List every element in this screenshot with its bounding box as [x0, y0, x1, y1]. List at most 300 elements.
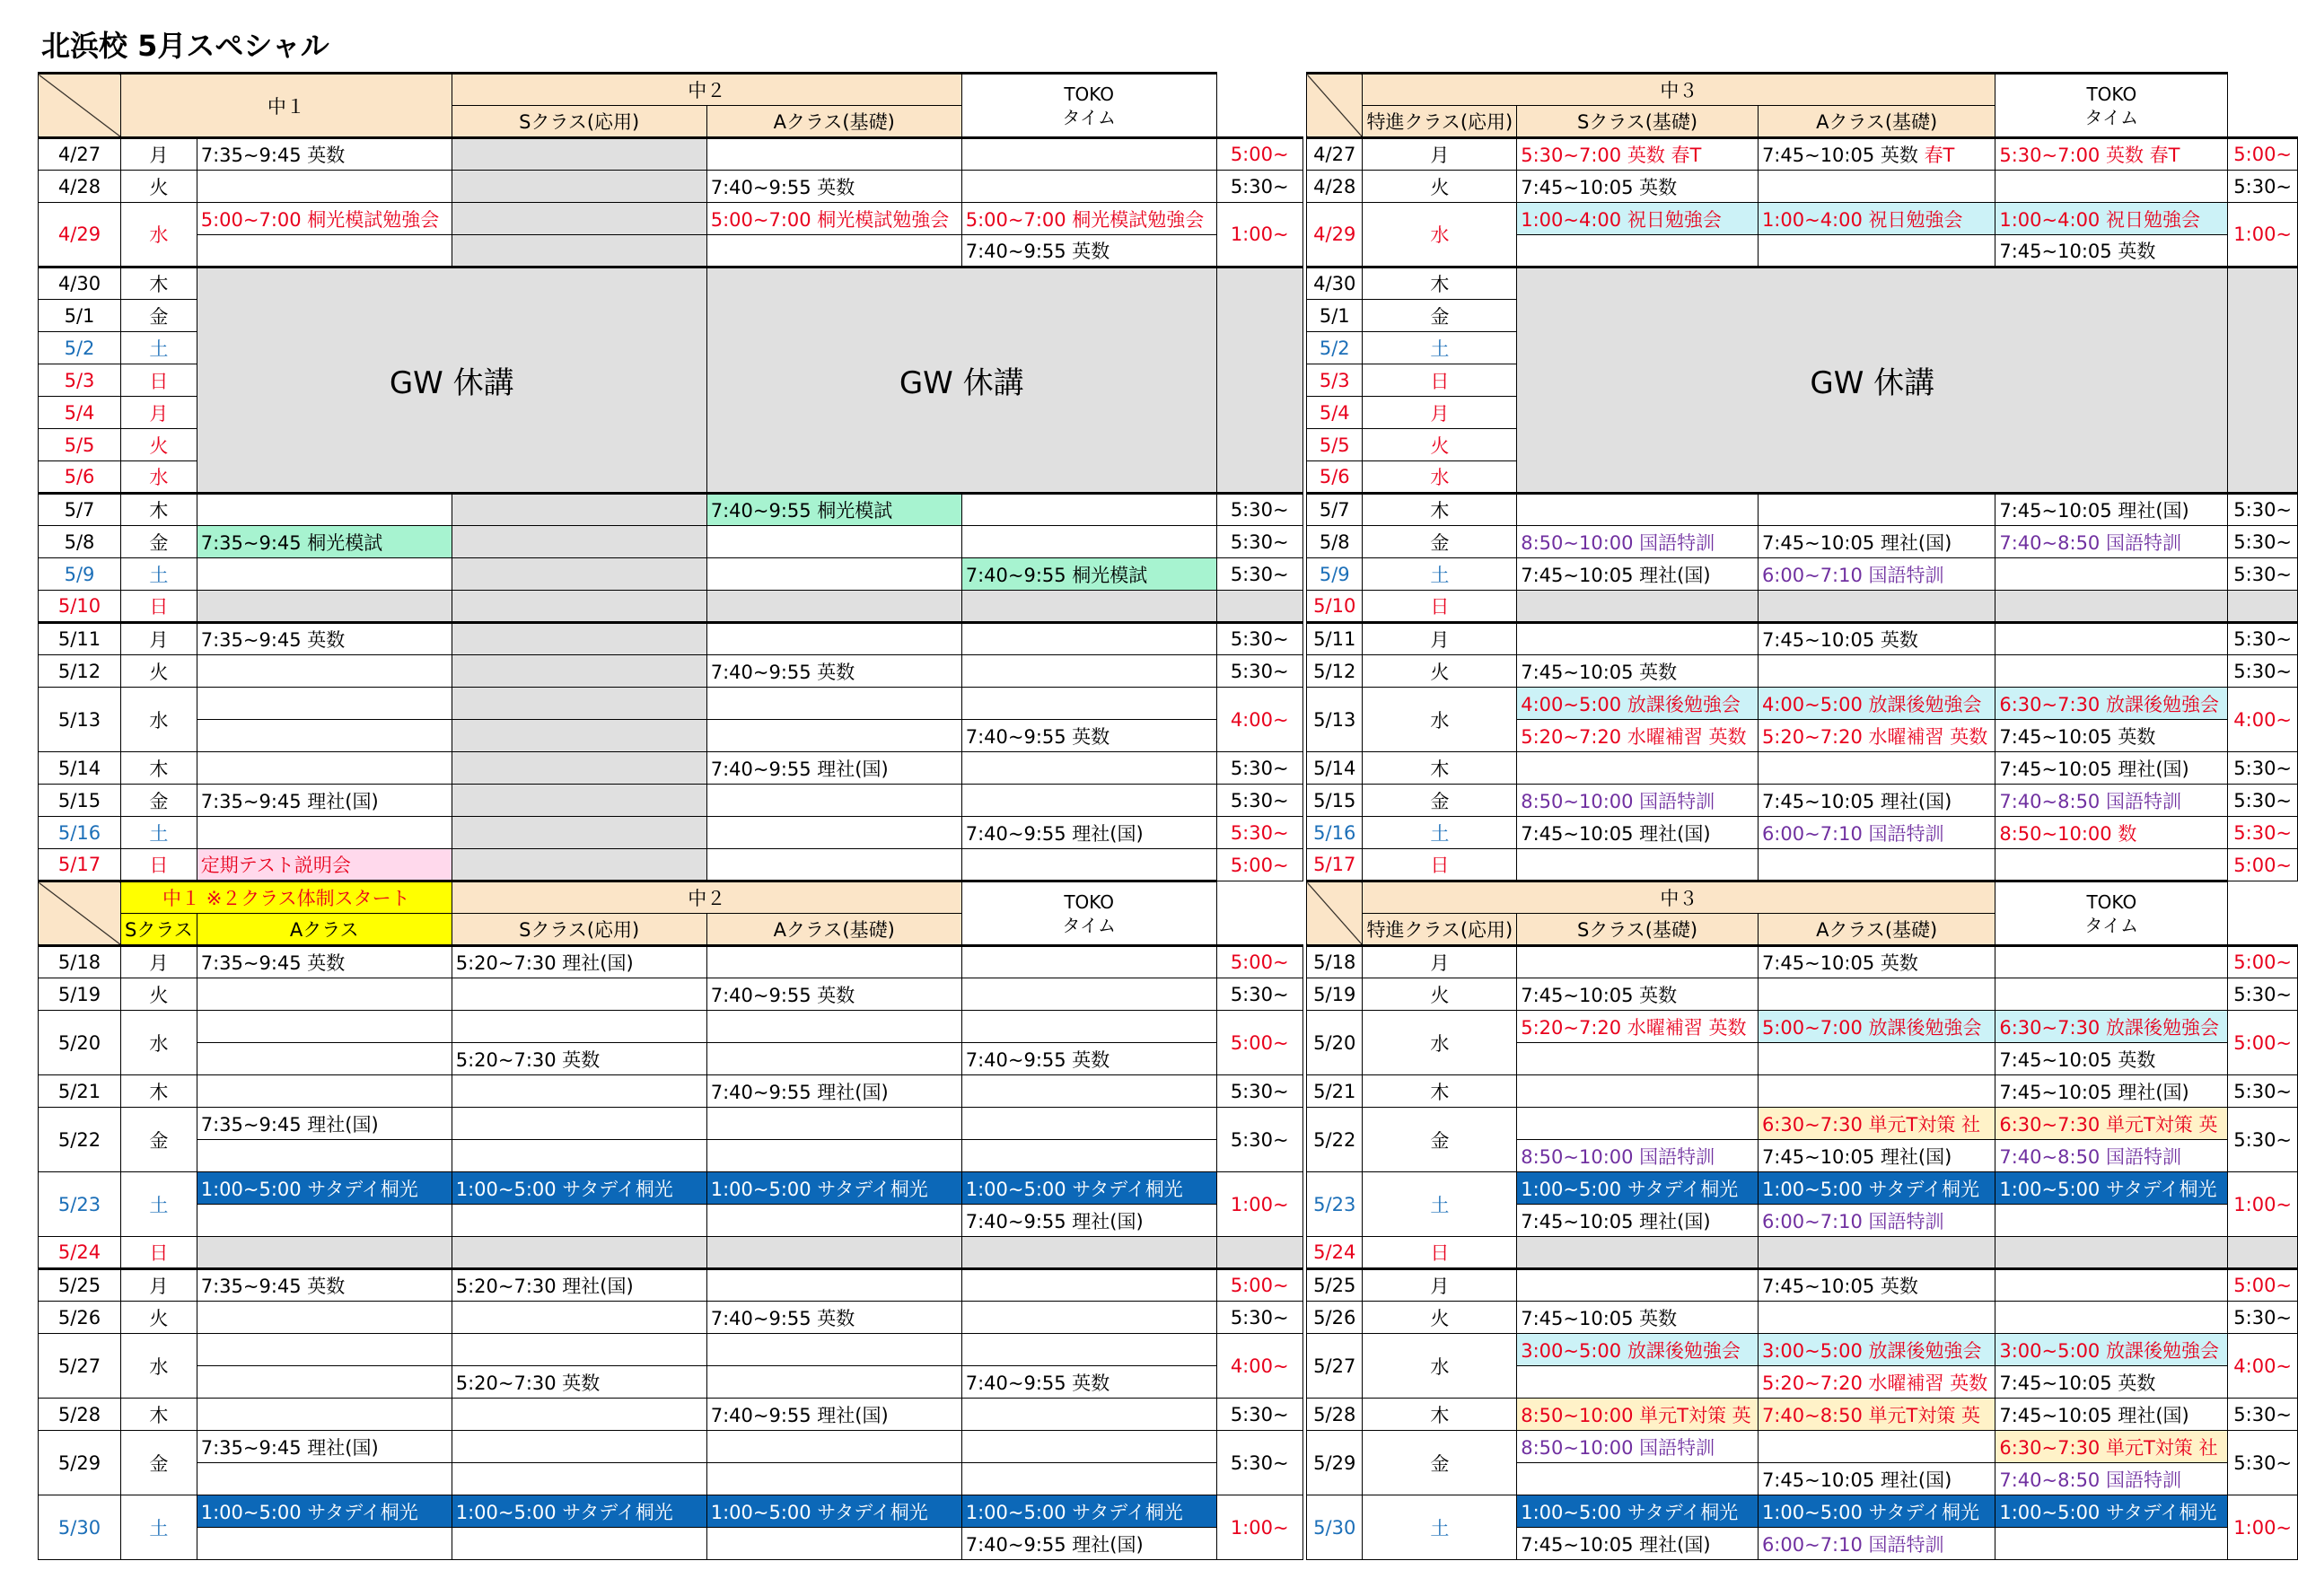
schedule-cell: [197, 1075, 452, 1108]
table-row: [39, 946, 1303, 978]
schedule-cell: [197, 1463, 452, 1495]
table-row: [1307, 1108, 2298, 1140]
weekday-cell: 土: [1363, 1172, 1517, 1237]
schedule-cell: 5:30~7:00 英数 春T: [1995, 138, 2228, 171]
date-cell: 5/16: [1307, 817, 1363, 849]
schedule-cell: [452, 1108, 706, 1140]
schedule-cell: 1:00~5:00 サタデイ桐光: [961, 1495, 1216, 1528]
date-cell: 5/8: [39, 526, 121, 558]
date-cell: 5/26: [39, 1302, 121, 1334]
schedule-cell: 4:00~5:00 放課後勉強会: [1758, 688, 1995, 720]
table-row: [1307, 1237, 2298, 1269]
schedule-cell: [452, 655, 706, 688]
schedule-cell: 7:45~10:05 英数: [1517, 655, 1759, 688]
toko-time-cell: 5:00~: [1216, 849, 1302, 881]
weekday-cell: 月: [121, 397, 197, 429]
weekday-cell: 木: [121, 267, 197, 300]
schedule-cell: 8:50~10:00 国語特訓: [1517, 1431, 1759, 1463]
table-row: [1307, 1302, 2298, 1334]
schedule-cell: [1758, 655, 1995, 688]
table-row: [39, 978, 1303, 1011]
weekday-cell: 月: [121, 946, 197, 978]
schedule-cell: 8:50~10:00 国語特訓: [1517, 526, 1759, 558]
schedule-cell: 6:00~7:10 国語特訓: [1758, 817, 1995, 849]
schedule-cell: 7:35~9:45 桐光模試: [197, 526, 452, 558]
schedule-cell: [452, 1302, 706, 1334]
schedule-cell: 7:40~9:55 英数: [961, 1043, 1216, 1075]
schedule-cell: [961, 752, 1216, 785]
weekday-cell: 金: [1363, 1108, 1517, 1172]
schedule-cell: 1:00~5:00 サタデイ桐光: [706, 1495, 961, 1528]
table-row: [39, 849, 1303, 881]
column-header: Sクラス(応用): [452, 106, 706, 138]
schedule-cell: 6:00~7:10 国語特訓: [1758, 558, 1995, 591]
date-cell: 5/20: [39, 1011, 121, 1075]
schedule-cell: 6:30~7:30 単元T対策 社: [1995, 1431, 2228, 1463]
weekday-cell: 日: [121, 849, 197, 881]
weekday-cell: 土: [121, 817, 197, 849]
schedule-cell: [706, 720, 961, 752]
table-row: [39, 1334, 1303, 1366]
schedule-cell: 7:45~10:05 理社(国): [1995, 752, 2228, 785]
schedule-cell: 5:00~7:00 桐光模試勉強会: [197, 203, 452, 235]
weekday-cell: 金: [121, 1431, 197, 1495]
schedule-cell: 8:50~10:00 単元T対策 英: [1517, 1399, 1759, 1431]
schedule-cell: [1758, 1075, 1995, 1108]
schedule-cell: [706, 623, 961, 655]
weekday-cell: 日: [121, 1237, 197, 1269]
toko-time-cell: 5:30~: [1216, 1431, 1302, 1495]
schedule-cell: [1517, 1269, 1759, 1302]
schedule-cell: 6:00~7:10 国語特訓: [1758, 1528, 1995, 1560]
toko-time-cell: 5:30~: [1216, 1075, 1302, 1108]
schedule-cell: [706, 1205, 961, 1237]
schedule-cell: 7:40~9:55 理社(国): [961, 1205, 1216, 1237]
column-header: Sクラス(基礎): [1517, 106, 1759, 138]
date-cell: 5/14: [39, 752, 121, 785]
date-cell: 5/22: [1307, 1108, 1363, 1172]
date-cell: 4/30: [39, 267, 121, 300]
schedule-cell: [452, 817, 706, 849]
toko-time-cell: 5:30~: [2228, 494, 2298, 526]
schedule-cell: [706, 1108, 961, 1140]
schedule-cell: 1:00~5:00 サタデイ桐光: [1517, 1172, 1759, 1205]
schedule-cell: 7:35~9:45 理社(国): [197, 1108, 452, 1140]
schedule-cell: 7:40~9:55 英数: [706, 655, 961, 688]
toko-time-cell: 5:30~: [1216, 558, 1302, 591]
schedule-cell: 8:50~10:00 国語特訓: [1517, 1140, 1759, 1172]
schedule-cell: 1:00~5:00 サタデイ桐光: [1758, 1172, 1995, 1205]
date-cell: 5/9: [1307, 558, 1363, 591]
toko-time-cell: 1:00~: [2228, 1172, 2298, 1237]
schedule-cell: [961, 1334, 1216, 1366]
schedule-cell: 7:45~10:05 英数: [1758, 946, 1995, 978]
schedule-cell: [452, 1399, 706, 1431]
toko-time-cell: 5:00~: [1216, 1269, 1302, 1302]
table-row: [39, 623, 1303, 655]
date-cell: 5/12: [1307, 655, 1363, 688]
date-cell: 4/27: [1307, 138, 1363, 171]
toko-time-cell: 5:30~: [2228, 1302, 2298, 1334]
table-row: [39, 1172, 1303, 1205]
weekday-cell: 木: [1363, 1399, 1517, 1431]
weekday-cell: 金: [1363, 1431, 1517, 1495]
table-row: [39, 1043, 1303, 1075]
table-row: [39, 1269, 1303, 1302]
schedule-cell: 3:00~5:00 放課後勉強会: [1517, 1334, 1759, 1366]
schedule-cell: [1517, 946, 1759, 978]
schedule-cell: 1:00~4:00 祝日勉強会: [1758, 203, 1995, 235]
schedule-cell: [1995, 655, 2228, 688]
table-row: [1307, 591, 2298, 623]
weekday-cell: 水: [1363, 1011, 1517, 1075]
schedule-cell: [961, 688, 1216, 720]
column-header: Sクラス: [121, 914, 197, 946]
date-cell: 5/14: [1307, 752, 1363, 785]
schedule-cell: [1995, 1205, 2228, 1237]
schedule-cell: [706, 1366, 961, 1399]
date-cell: 5/2: [39, 332, 121, 364]
date-cell: 5/11: [39, 623, 121, 655]
weekday-cell: 日: [121, 364, 197, 397]
table-row: [39, 1495, 1303, 1528]
schedule-cell: [1995, 591, 2228, 623]
column-header: 特進クラス(応用): [1363, 106, 1517, 138]
schedule-cell: [452, 235, 706, 267]
schedule-cell: [706, 526, 961, 558]
schedule-cell: [1517, 1075, 1759, 1108]
schedule-cell: [961, 591, 1216, 623]
table-row: [1307, 138, 2298, 171]
date-cell: 5/7: [1307, 494, 1363, 526]
schedule-cell: [961, 655, 1216, 688]
schedule-cell: [706, 1011, 961, 1043]
table-row: [39, 720, 1303, 752]
schedule-cell: 7:40~9:55 理社(国): [961, 1528, 1216, 1560]
schedule-cell: [2228, 1237, 2298, 1269]
column-header: Aクラス(基礎): [1758, 106, 1995, 138]
date-cell: 5/19: [1307, 978, 1363, 1011]
schedule-cell: 7:45~10:05 英数 春T: [1758, 138, 1995, 171]
table-row: [39, 1075, 1303, 1108]
schedule-cell: 7:40~9:55 桐光模試: [961, 558, 1216, 591]
table-row: [1307, 1172, 2298, 1205]
date-cell: 5/16: [39, 817, 121, 849]
schedule-cell: [197, 1334, 452, 1366]
weekday-cell: 日: [1363, 364, 1517, 397]
toko-time-cell: 5:30~: [2228, 1431, 2298, 1495]
schedule-table-right: [1306, 72, 2298, 1560]
date-cell: 5/13: [1307, 688, 1363, 752]
schedule-cell: [197, 1399, 452, 1431]
schedule-cell: [961, 978, 1216, 1011]
date-cell: 5/30: [1307, 1495, 1363, 1560]
toko-time-cell: 4:00~: [1216, 688, 1302, 752]
schedule-cell: 1:00~5:00 サタデイ桐光: [1517, 1495, 1759, 1528]
table-row: [39, 203, 1303, 235]
schedule-cell: [1517, 1237, 1759, 1269]
date-cell: 4/28: [1307, 171, 1363, 203]
table-row: [1307, 1431, 2298, 1463]
table-row: [39, 752, 1303, 785]
toko-time-cell: 5:30~: [2228, 558, 2298, 591]
schedule-cell: 7:40~8:50 国語特訓: [1995, 785, 2228, 817]
schedule-cell: 7:45~10:05 理社(国): [1517, 1205, 1759, 1237]
date-cell: 5/19: [39, 978, 121, 1011]
date-cell: 5/1: [39, 300, 121, 332]
date-cell: 5/20: [1307, 1011, 1363, 1075]
date-cell: 4/29: [1307, 203, 1363, 267]
table-row: [39, 655, 1303, 688]
date-cell: 5/30: [39, 1495, 121, 1560]
schedule-cell: 1:00~4:00 祝日勉強会: [1995, 203, 2228, 235]
weekday-cell: 火: [121, 429, 197, 461]
toko-time-cell: 5:30~: [1216, 817, 1302, 849]
weekday-cell: 金: [121, 300, 197, 332]
schedule-cell: [197, 1366, 452, 1399]
date-cell: 5/23: [39, 1172, 121, 1237]
schedule-cell: [961, 1075, 1216, 1108]
date-cell: 5/29: [1307, 1431, 1363, 1495]
schedule-cell: [1995, 1302, 2228, 1334]
date-cell: 5/6: [1307, 461, 1363, 494]
schedule-cell: [2228, 591, 2298, 623]
weekday-cell: 水: [121, 203, 197, 267]
toko-time-cell: 1:00~: [2228, 1495, 2298, 1560]
schedule-cell: 5:20~7:20 水曜補習 英数: [1758, 720, 1995, 752]
weekday-cell: 土: [1363, 1495, 1517, 1560]
weekday-cell: 木: [121, 494, 197, 526]
table-row: [1307, 1075, 2298, 1108]
weekday-cell: 日: [1363, 1237, 1517, 1269]
schedule-cell: [961, 1463, 1216, 1495]
schedule-cell: 6:30~7:30 単元T対策 英: [1995, 1108, 2228, 1140]
schedule-cell: 1:00~5:00 サタデイ桐光: [706, 1172, 961, 1205]
date-cell: 5/6: [39, 461, 121, 494]
schedule-cell: [706, 558, 961, 591]
schedule-cell: [452, 494, 706, 526]
schedule-cell: [197, 1205, 452, 1237]
schedule-cell: [1517, 752, 1759, 785]
schedule-cell: 6:30~7:30 単元T対策 社: [1758, 1108, 1995, 1140]
schedule-cell: 5:20~7:30 英数: [452, 1043, 706, 1075]
schedule-cell: 1:00~4:00 祝日勉強会: [1517, 203, 1759, 235]
schedule-cell: [706, 817, 961, 849]
toko-time-cell: 4:00~: [2228, 1334, 2298, 1399]
table-row: [1307, 1495, 2298, 1528]
schedule-cell: 1:00~5:00 サタデイ桐光: [197, 1172, 452, 1205]
schedule-cell: [1517, 494, 1759, 526]
weekday-cell: 金: [121, 785, 197, 817]
schedule-cell: [706, 785, 961, 817]
schedule-cell: 7:40~8:50 単元T対策 英: [1758, 1399, 1995, 1431]
column-header: TOKO タイム: [1995, 74, 2228, 138]
column-header: Aクラス(基礎): [706, 106, 961, 138]
column-header: Aクラス(基礎): [1758, 914, 1995, 946]
table-row: [39, 591, 1303, 623]
schedule-cell: 7:35~9:45 理社(国): [197, 1431, 452, 1463]
date-cell: 5/25: [1307, 1269, 1363, 1302]
schedule-cell: 7:35~9:45 英数: [197, 138, 452, 171]
table-row: [1307, 1011, 2298, 1043]
schedule-cell: [197, 1302, 452, 1334]
date-cell: 4/30: [1307, 267, 1363, 300]
weekday-cell: 木: [1363, 494, 1517, 526]
schedule-cell: 7:45~10:05 英数: [1995, 235, 2228, 267]
toko-time-cell: 5:30~: [2228, 817, 2298, 849]
schedule-cell: [1216, 591, 1302, 623]
schedule-cell: 7:40~9:55 桐光模試: [706, 494, 961, 526]
schedule-cell: [1995, 1237, 2228, 1269]
schedule-cell: [961, 946, 1216, 978]
date-cell: 5/4: [1307, 397, 1363, 429]
weekday-cell: 火: [121, 1302, 197, 1334]
schedule-cell: 5:00~7:00 桐光模試勉強会: [706, 203, 961, 235]
schedule-cell: [1995, 623, 2228, 655]
weekday-cell: 木: [121, 752, 197, 785]
weekday-cell: 木: [1363, 1075, 1517, 1108]
schedule-cell: [197, 1528, 452, 1560]
date-cell: 5/27: [1307, 1334, 1363, 1399]
schedule-cell: [961, 849, 1216, 881]
schedule-cell: 7:40~8:50 国語特訓: [1995, 1463, 2228, 1495]
column-header: Aクラス: [197, 914, 452, 946]
schedule-cell: 7:45~10:05 理社(国): [1758, 1463, 1995, 1495]
column-header: 中１: [121, 74, 452, 138]
schedule-cell: [1216, 1237, 1302, 1269]
weekday-cell: 火: [1363, 429, 1517, 461]
table-row: [39, 1205, 1303, 1237]
schedule-cell: [452, 1463, 706, 1495]
date-cell: 5/28: [1307, 1399, 1363, 1431]
weekday-cell: 火: [1363, 655, 1517, 688]
schedule-cell: 5:20~7:20 水曜補習 英数: [1517, 720, 1759, 752]
schedule-cell: [1758, 1431, 1995, 1463]
schedule-cell: [1758, 171, 1995, 203]
gw-closed-cell: GW 休講: [706, 267, 1216, 494]
table-row: [1307, 558, 2298, 591]
schedule-cell: [197, 817, 452, 849]
schedule-cell: 7:45~10:05 理社(国): [1995, 494, 2228, 526]
date-cell: 5/15: [1307, 785, 1363, 817]
schedule-cell: 1:00~5:00 サタデイ桐光: [197, 1495, 452, 1528]
header-corner-cell: [39, 74, 121, 138]
toko-time-cell: 5:30~: [1216, 785, 1302, 817]
toko-time-cell: 4:00~: [2228, 688, 2298, 752]
weekday-cell: 木: [121, 1399, 197, 1431]
table-row: [39, 1366, 1303, 1399]
schedule-cell: [1517, 1463, 1759, 1495]
date-cell: 5/7: [39, 494, 121, 526]
weekday-cell: 火: [1363, 1302, 1517, 1334]
table-row: [1307, 203, 2298, 235]
schedule-cell: 7:40~9:55 英数: [706, 171, 961, 203]
date-cell: 5/21: [1307, 1075, 1363, 1108]
schedule-cell: 8:50~10:00 国語特訓: [1517, 785, 1759, 817]
date-cell: 4/28: [39, 171, 121, 203]
weekday-cell: 金: [121, 1108, 197, 1172]
weekday-cell: 水: [1363, 1334, 1517, 1399]
schedule-cell: 7:45~10:05 英数: [1758, 1269, 1995, 1302]
schedule-cell: [961, 494, 1216, 526]
table-row: [39, 1011, 1303, 1043]
table-row: [1307, 1399, 2298, 1431]
table-row: [1307, 946, 2298, 978]
schedule-cell: 7:45~10:05 理社(国): [1517, 1528, 1759, 1560]
schedule-cell: [1995, 1528, 2228, 1560]
weekday-cell: 月: [121, 623, 197, 655]
schedule-cell: [452, 1528, 706, 1560]
schedule-cell: 定期テスト説明会: [197, 849, 452, 881]
schedule-cell: 5:00~7:00 放課後勉強会: [1758, 1011, 1995, 1043]
table-row: [1307, 688, 2298, 720]
weekday-cell: 月: [121, 1269, 197, 1302]
schedule-cell: [706, 1334, 961, 1366]
date-cell: 5/10: [39, 591, 121, 623]
toko-time-cell: 5:30~: [1216, 1108, 1302, 1172]
schedule-cell: [961, 623, 1216, 655]
schedule-cell: 5:30~7:00 英数 春T: [1517, 138, 1759, 171]
date-cell: 5/13: [39, 688, 121, 752]
schedule-cell: 7:45~10:05 理社(国): [1517, 817, 1759, 849]
table-row: [39, 785, 1303, 817]
toko-time-cell: 5:00~: [1216, 1011, 1302, 1075]
table-row: [1307, 623, 2298, 655]
table-row: [39, 1528, 1303, 1560]
date-cell: 5/5: [1307, 429, 1363, 461]
toko-time-cell: 5:30~: [1216, 623, 1302, 655]
table-row: [1307, 752, 2298, 785]
schedule-cell: 7:40~9:55 英数: [961, 1366, 1216, 1399]
table-row: [39, 138, 1303, 171]
date-cell: 5/3: [1307, 364, 1363, 397]
schedule-cell: 7:35~9:45 英数: [197, 946, 452, 978]
schedule-cell: [706, 849, 961, 881]
table-row: [39, 1237, 1303, 1269]
date-cell: 5/25: [39, 1269, 121, 1302]
date-cell: 5/1: [1307, 300, 1363, 332]
schedule-cell: 7:45~10:05 理社(国): [1517, 558, 1759, 591]
schedule-cell: 6:30~7:30 放課後勉強会: [1995, 688, 2228, 720]
schedule-cell: [1995, 849, 2228, 881]
table-row: [1307, 817, 2298, 849]
schedule-cell: [1758, 494, 1995, 526]
schedule-cell: [452, 1205, 706, 1237]
schedule-cell: [706, 1237, 961, 1269]
schedule-cell: 5:00~7:00 桐光模試勉強会: [961, 203, 1216, 235]
weekday-cell: 土: [121, 1172, 197, 1237]
weekday-cell: 月: [1363, 623, 1517, 655]
schedule-cell: [1995, 1269, 2228, 1302]
schedule-cell: [706, 1528, 961, 1560]
column-header: Aクラス(基礎): [706, 914, 961, 946]
schedule-cell: [452, 752, 706, 785]
schedule-cell: [2228, 267, 2298, 494]
schedule-cell: [197, 558, 452, 591]
schedule-cell: [706, 591, 961, 623]
table-row: [1307, 171, 2298, 203]
toko-time-cell: 5:30~: [2228, 1399, 2298, 1431]
schedule-cell: [1758, 235, 1995, 267]
schedule-cell: 7:40~8:50 国語特訓: [1995, 1140, 2228, 1172]
schedule-cell: 1:00~5:00 サタデイ桐光: [1995, 1172, 2228, 1205]
weekday-cell: 土: [121, 332, 197, 364]
column-header: Sクラス(応用): [452, 914, 706, 946]
weekday-cell: 火: [121, 978, 197, 1011]
schedule-cell: 5:20~7:30 英数: [452, 1366, 706, 1399]
schedule-cell: [452, 720, 706, 752]
schedule-cell: [961, 138, 1216, 171]
